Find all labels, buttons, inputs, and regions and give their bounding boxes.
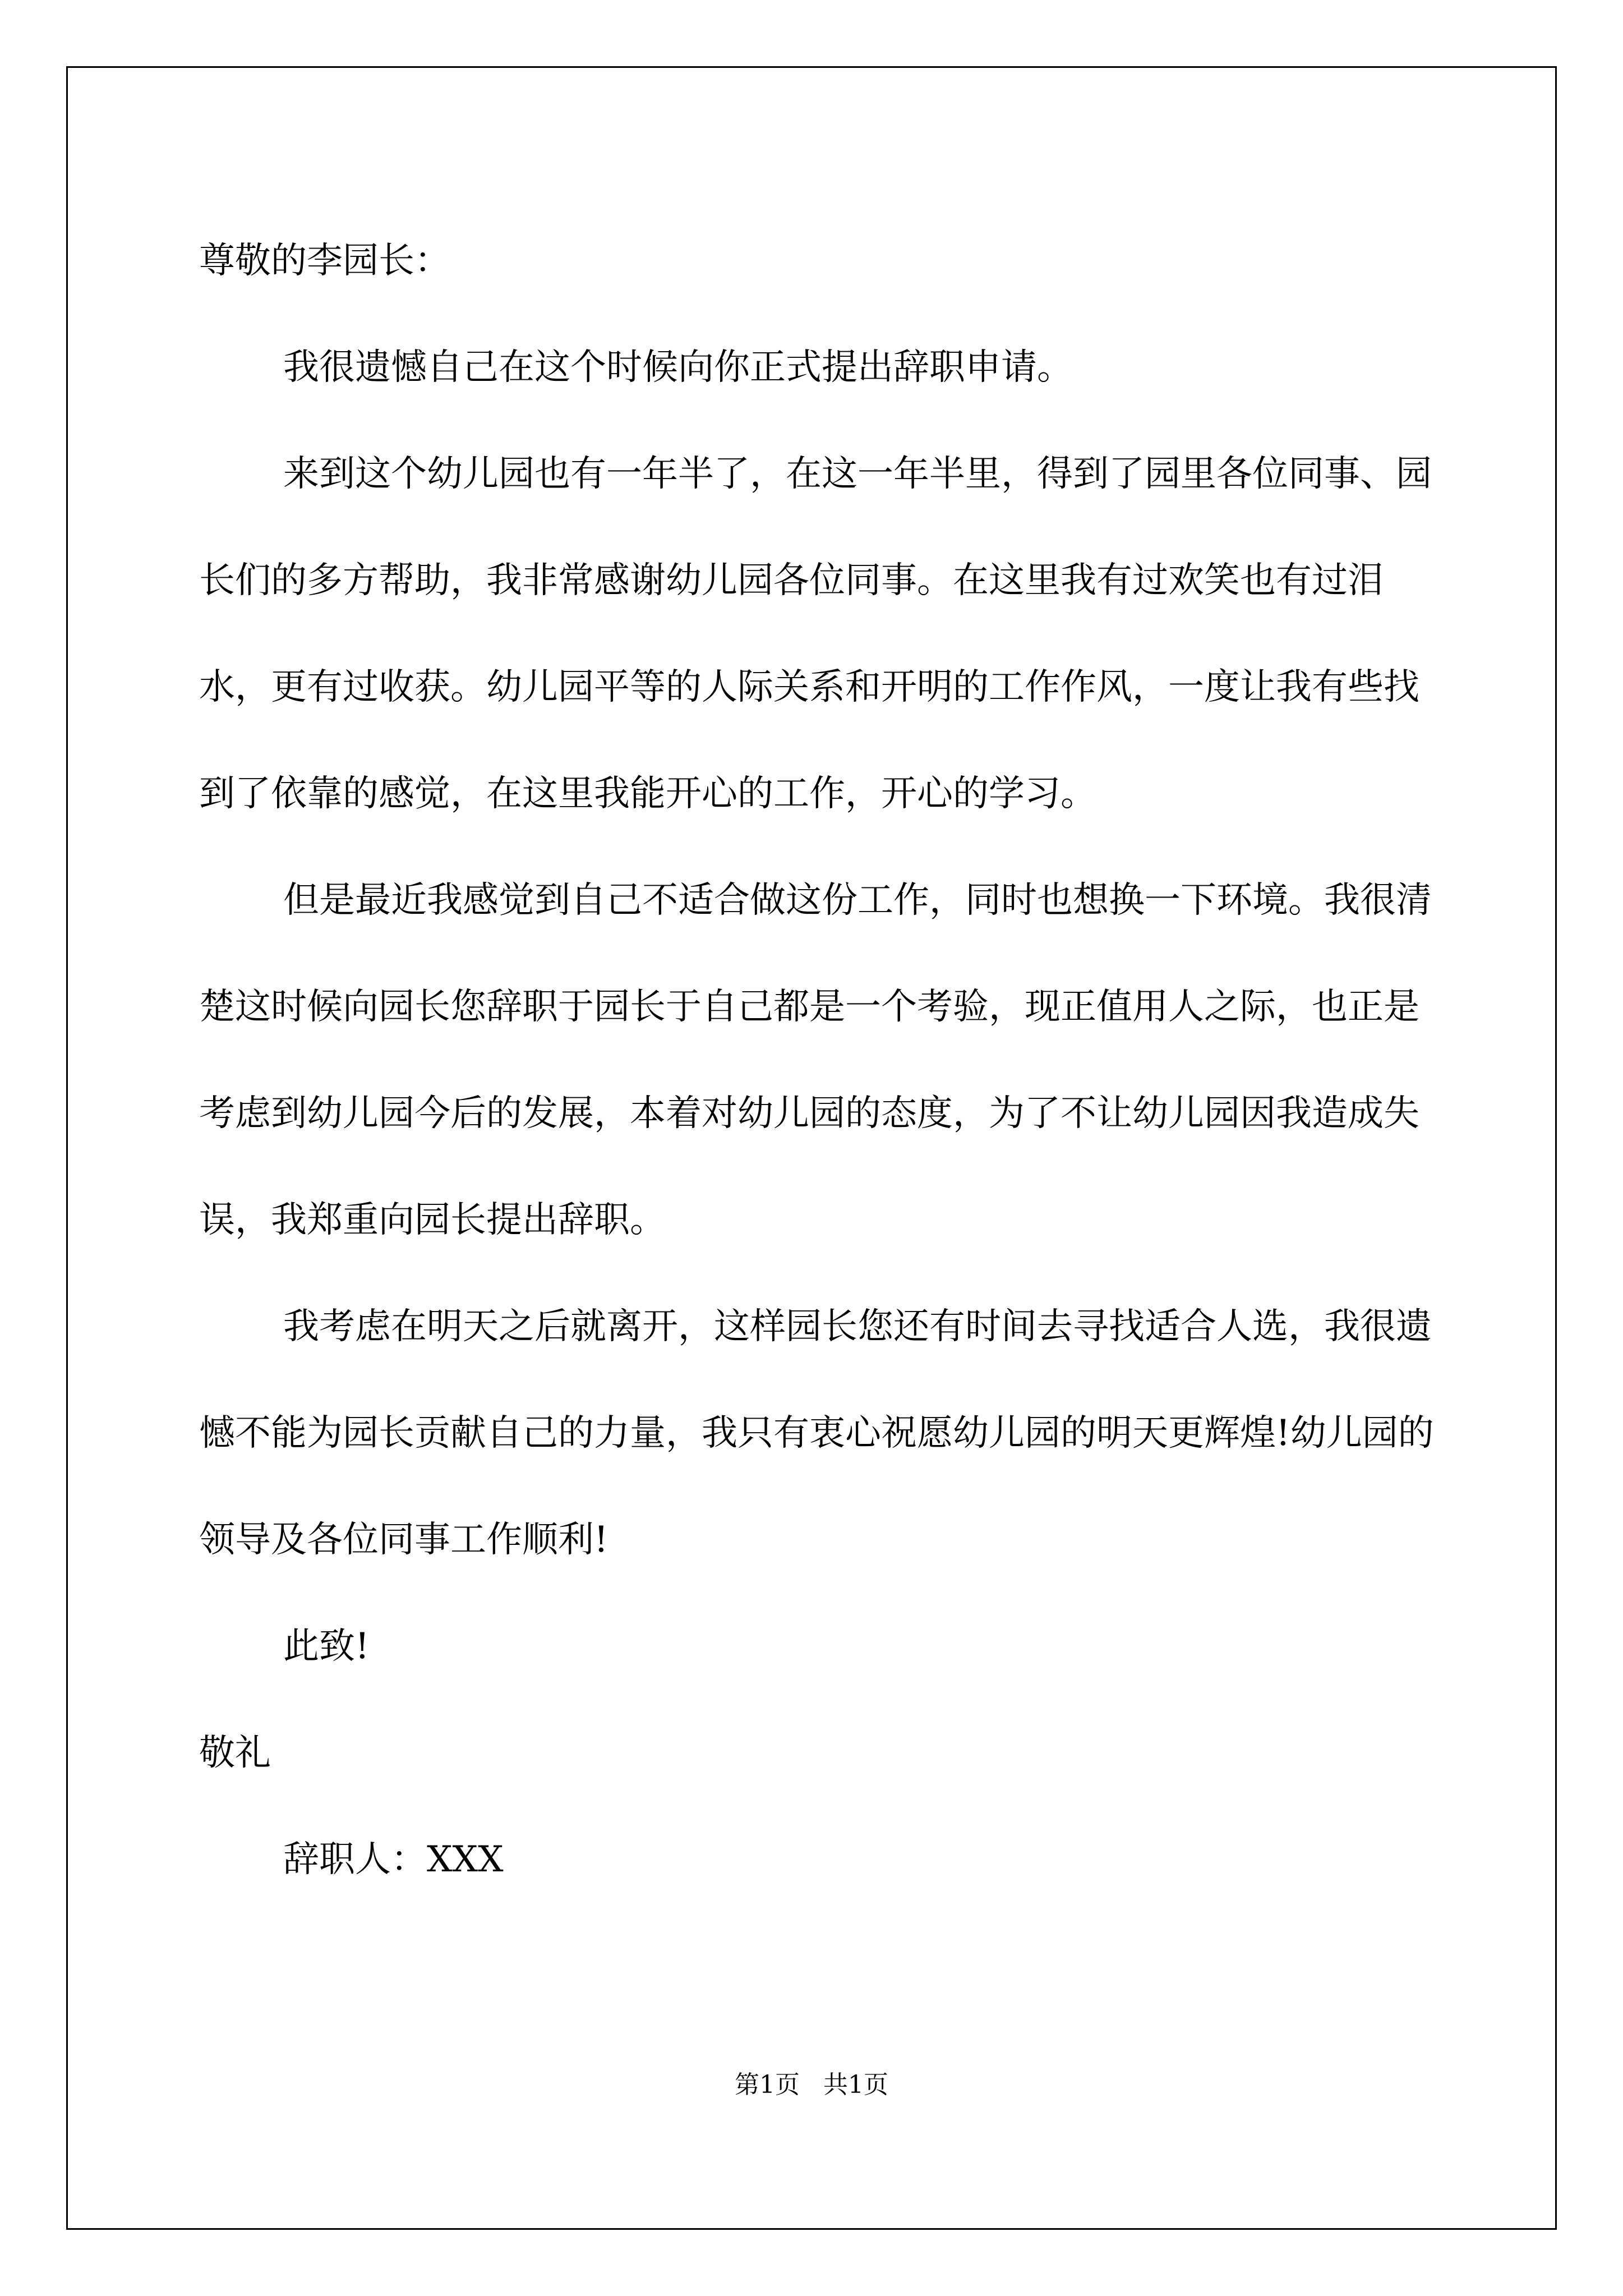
salutation: 尊敬的李园长： bbox=[199, 240, 450, 282]
paragraph-2: 来到这个幼儿园也有一年半了，在这一年半里，得到了园里各位同事、园长们的多方帮助，我非常感谢幼儿园各位同事。在这里我有过欢笑也有过泪水，更有过收获。幼儿园平等的人际关系和开明的工作作风，一度让我有些找到了依靠的感觉，在这里我能开心的工作，开心的学习。 bbox=[199, 453, 1432, 815]
page-footer: 第1页 共1页 bbox=[735, 2070, 888, 2099]
paragraph-3: 但是最近我感觉到自己不适合做这份工作，同时也想换一下环境。我很清楚这时候向园长您辞职于园长于自己都是一个考验，现正值用人之际，也正是考虑到幼儿园今后的发展，本着对幼儿园的态度，为了不让幼儿园因我造成失误，我郑重向园长提出辞职。 bbox=[199, 880, 1432, 1241]
closing: 此致! bbox=[283, 1626, 370, 1667]
regards: 敬礼 bbox=[199, 1732, 271, 1774]
paragraph-4: 我考虑在明天之后就离开，这样园长您还有时间去寻找适合人选，我很遗憾不能为园长贡献自己的力量，我只有衷心祝愿幼儿园的明天更辉煌!幼儿园的领导及各位同事工作顺利! bbox=[199, 1306, 1434, 1561]
paragraph-1: 我很遗憾自己在这个时候向你正式提出辞职申请。 bbox=[283, 347, 1073, 388]
signature: 辞职人：XXX bbox=[283, 1839, 504, 1880]
letter-body bbox=[199, 208, 1447, 1913]
